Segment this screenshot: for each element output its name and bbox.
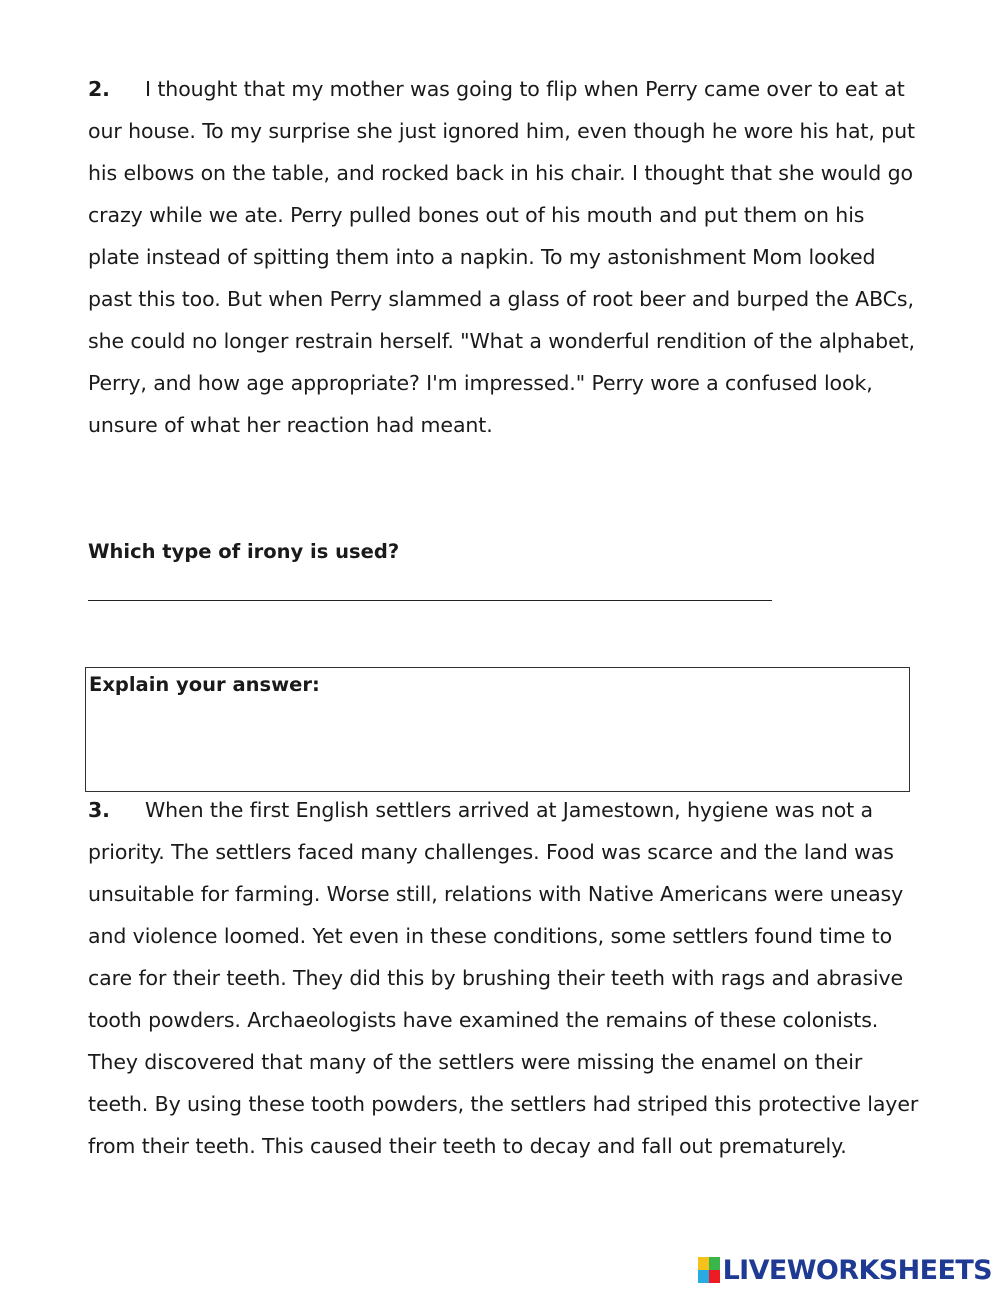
passage-2-number: 2.: [88, 77, 110, 101]
liveworksheets-logo-icon: [698, 1257, 720, 1283]
logo-tile-green: [709, 1257, 720, 1270]
explain-answer-box[interactable]: [85, 667, 910, 792]
liveworksheets-wordmark: LIVEWORKSHEETS: [722, 1254, 992, 1286]
logo-tile-yellow: [698, 1257, 709, 1270]
passage-2: [88, 68, 920, 446]
passage-2-text: I thought that my mother was going to flip when Perry came over to eat at our house. To my surprise she just ignored him, even though he wore his hat, put his elbows on the table, and rocked back in his chair. I thought that she would go crazy while we ate. Perry pulled bones out of his mouth and put them on his plate instead of spitting them into a napkin. To my astonishment Mom looked past this too. But when Perry slammed a glass of root beer and burped the ABCs, she could no longer restrain herself. "What a wonderful rendition of the alphabet, Perry, and how age appropriate? I'm impressed." Perry wore a confused look, unsure of what her reaction had meant.: [88, 77, 915, 437]
passage-3-text: When the first English settlers arrived at Jamestown, hygiene was not a priority. The settlers faced many challenges. Food was scarce and the land was unsuitable for farming. Worse still, relations with Native Americans were uneasy and violence loomed. Yet even in these conditions, some settlers found time to care for their teeth. They did this by brushing their teeth with rags and abrasive tooth powders. Archaeologists have examined the remains of these colonists. They discovered that many of the settlers were missing the enamel on their teeth. By using these tooth powders, the settlers had striped this protective layer from their teeth. This caused their teeth to decay and fall out prematurely.: [88, 798, 919, 1158]
logo-tile-blue: [698, 1270, 709, 1283]
irony-answer-line[interactable]: [88, 600, 772, 601]
logo-tile-red: [709, 1270, 720, 1283]
passage-3: [88, 789, 920, 1167]
liveworksheets-brand: [698, 1253, 992, 1287]
explain-answer-label: Explain your answer:: [89, 673, 320, 696]
passage-3-number: 3.: [88, 798, 110, 822]
irony-question: Which type of irony is used?: [88, 540, 400, 563]
